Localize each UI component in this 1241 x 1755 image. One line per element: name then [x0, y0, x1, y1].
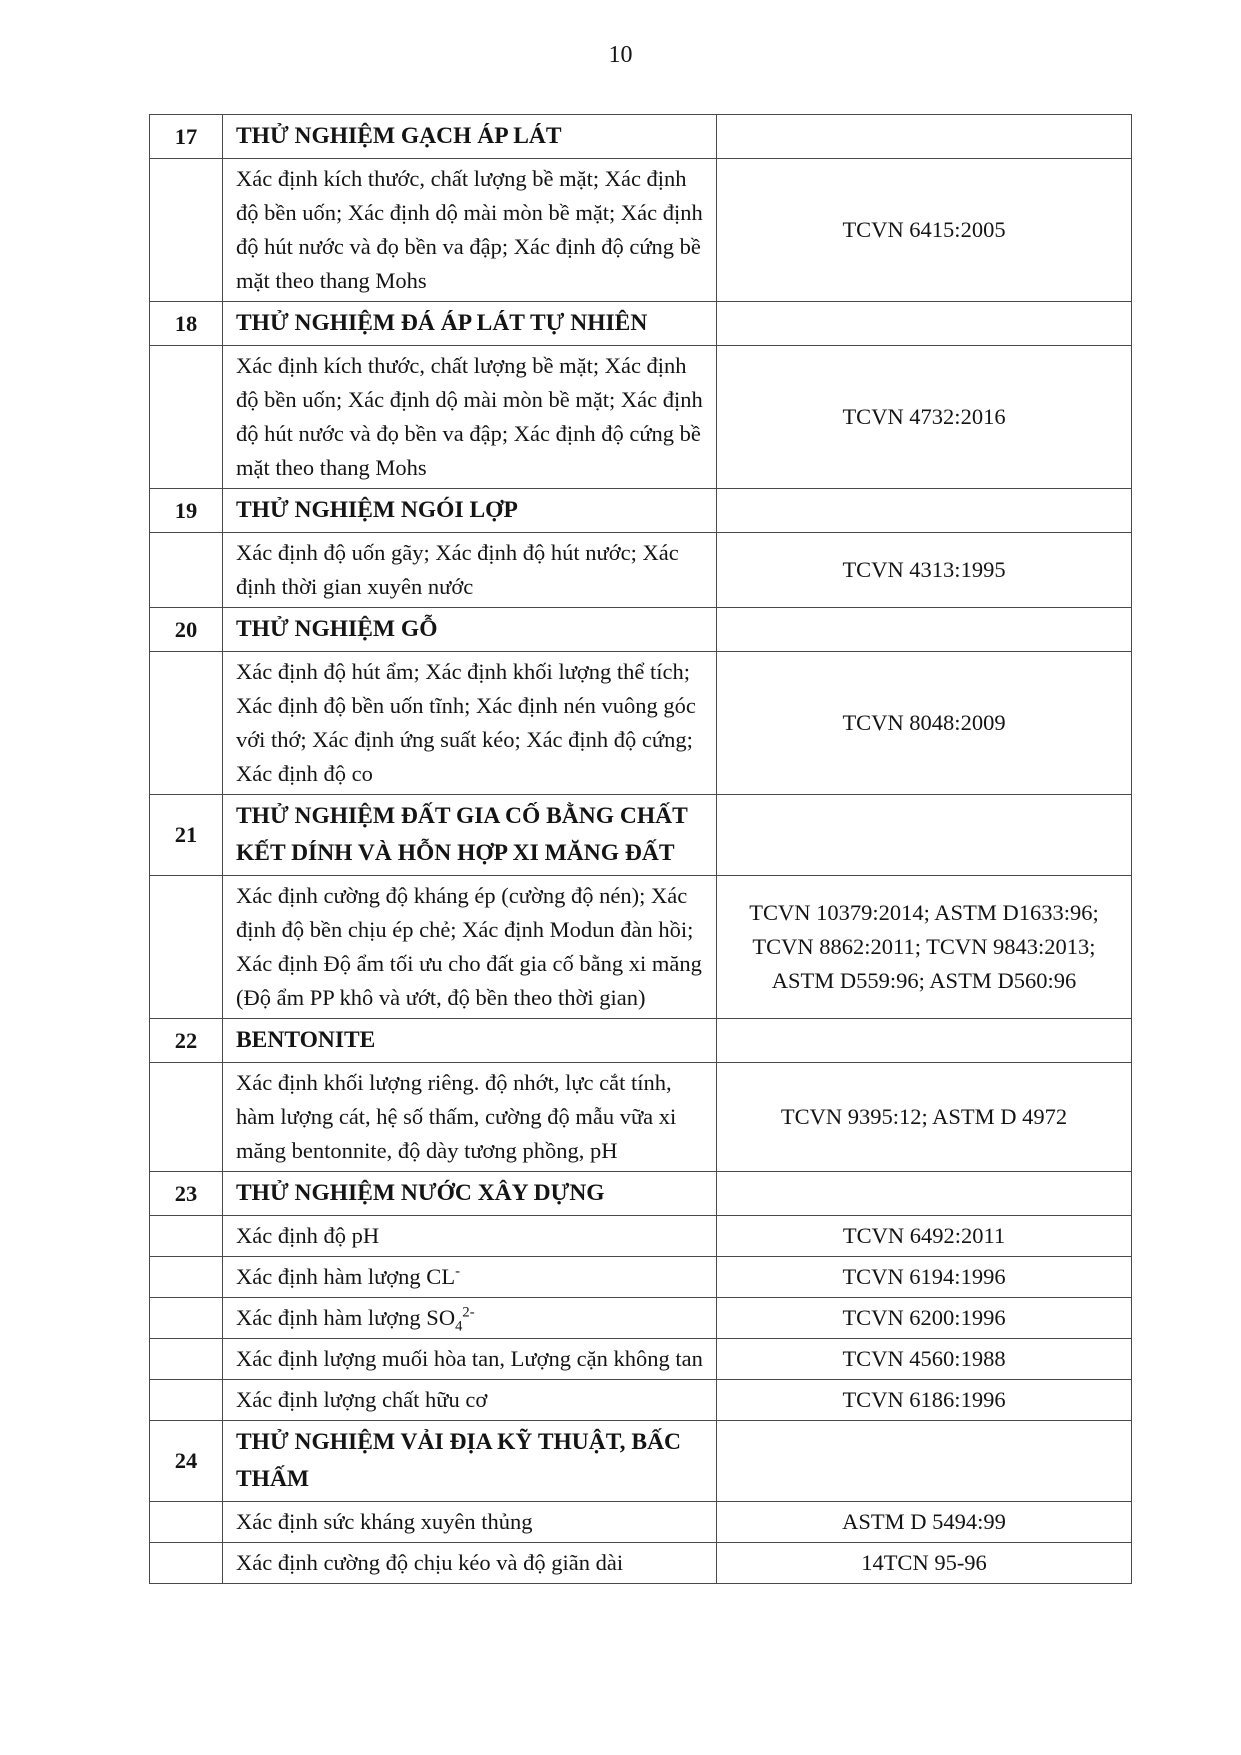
row-number-cell — [150, 608, 223, 652]
row-description-cell — [223, 115, 717, 159]
row-text: Xác định lượng chất hữu cơ — [236, 1387, 488, 1412]
row-standard-cell — [717, 533, 1132, 608]
row-number: 22 — [174, 1027, 198, 1053]
table-row — [150, 346, 1132, 489]
row-number-cell — [150, 159, 223, 302]
row-text: Xác định khối lượng riêng. độ nhớt, lực cắt tính, hàm lượng cát, hệ số thấm, cường độ mẫu vữa xi măng bentonnite, độ dày tương phồng, pH — [236, 1070, 677, 1163]
row-description-cell — [223, 1298, 717, 1339]
row-number-cell — [150, 795, 223, 876]
row-standard-cell — [717, 1063, 1132, 1172]
row-standard-cell — [717, 795, 1132, 876]
table-row — [150, 795, 1132, 876]
row-standard-cell — [717, 1502, 1132, 1543]
row-standard: TCVN 6186:1996 — [842, 1387, 1006, 1412]
row-text: THỬ NGHIỆM GỖ — [236, 616, 438, 642]
row-description-cell — [223, 1257, 717, 1298]
row-standard-cell — [717, 1339, 1132, 1380]
row-text-subscript: 4 — [455, 1318, 463, 1335]
row-standard: TCVN 6200:1996 — [842, 1305, 1006, 1330]
row-standard-cell — [717, 1019, 1132, 1063]
row-text: Xác định cường độ kháng ép (cường độ nén); Xác định độ bền chịu ép chẻ; Xác định Modun đàn hồi; Xác định Độ ẩm tối ưu cho đất gia cố bằng xi măng (Độ ẩm PP khô và ướt, độ bền theo thời gian) — [236, 883, 702, 1010]
page-number: 10 — [608, 42, 633, 68]
row-standard: TCVN 4313:1995 — [842, 557, 1006, 582]
row-standard: ASTM D 5494:99 — [842, 1509, 1006, 1534]
row-standard-cell — [717, 1543, 1132, 1584]
row-standard-cell — [717, 1257, 1132, 1298]
row-standard-cell — [717, 652, 1132, 795]
row-description-cell — [223, 1063, 717, 1172]
table-body — [150, 115, 1132, 1584]
table-row — [150, 1172, 1132, 1216]
row-number-cell — [150, 1019, 223, 1063]
row-text-superscript: 2- — [462, 1304, 475, 1321]
row-standard-cell — [717, 608, 1132, 652]
table-row — [150, 652, 1132, 795]
row-number: 17 — [174, 123, 198, 149]
row-text: Xác định hàm lượng CL — [236, 1264, 456, 1289]
row-standard-cell — [717, 302, 1132, 346]
row-description-cell — [223, 1019, 717, 1063]
row-text: THỬ NGHIỆM NGÓI LỢP — [236, 497, 518, 523]
row-description-cell — [223, 1339, 717, 1380]
row-number-cell — [150, 115, 223, 159]
row-number-cell — [150, 1216, 223, 1257]
table-row — [150, 1421, 1132, 1502]
row-standard-cell — [717, 1172, 1132, 1216]
row-text: THỬ NGHIỆM ĐÁ ÁP LÁT TỰ NHIÊN — [236, 310, 648, 336]
row-number-cell — [150, 1380, 223, 1421]
row-number-cell — [150, 1298, 223, 1339]
table-row — [150, 1502, 1132, 1543]
row-text: Xác định sức kháng xuyên thủng — [236, 1509, 533, 1534]
row-standard: TCVN 8048:2009 — [842, 710, 1006, 735]
row-standard: TCVN 4732:2016 — [842, 404, 1006, 429]
row-description-cell — [223, 1543, 717, 1584]
row-description-cell — [223, 876, 717, 1019]
row-text: Xác định cường độ chịu kéo và độ giãn dài — [236, 1550, 624, 1575]
row-standard-cell — [717, 159, 1132, 302]
row-description-cell — [223, 795, 717, 876]
table-row — [150, 1063, 1132, 1172]
row-text: Xác định lượng muối hòa tan, Lượng cặn không tan — [236, 1346, 703, 1371]
row-description-cell — [223, 1421, 717, 1502]
row-number: 18 — [174, 310, 198, 336]
table-row — [150, 533, 1132, 608]
row-number-cell — [150, 302, 223, 346]
row-number: 23 — [174, 1180, 198, 1206]
table-row — [150, 1543, 1132, 1584]
row-number-cell — [150, 1257, 223, 1298]
row-description-cell — [223, 1172, 717, 1216]
row-standard: TCVN 6415:2005 — [842, 217, 1006, 242]
row-number-cell — [150, 1063, 223, 1172]
row-standard: TCVN 10379:2014; ASTM D1633:96; TCVN 8862:2011; TCVN 9843:2013; ASTM D559:96; ASTM D560:96 — [749, 900, 1099, 993]
row-number-cell — [150, 1339, 223, 1380]
row-standard-cell — [717, 1298, 1132, 1339]
row-standard: TCVN 9395:12; ASTM D 4972 — [780, 1104, 1068, 1129]
table-row — [150, 1298, 1132, 1339]
row-number-cell — [150, 1502, 223, 1543]
row-standard-cell — [717, 876, 1132, 1019]
table-row — [150, 489, 1132, 533]
row-text: Xác định kích thước, chất lượng bề mặt; Xác định độ bền uốn; Xác định dộ mài mòn bề mặt; Xác định độ hút nước và đọ bền va đập; Xác định độ cứng bề mặt theo thang Mohs — [236, 353, 703, 480]
row-standard: 14TCN 95-96 — [861, 1550, 987, 1575]
row-text: Xác định độ uốn gãy; Xác định độ hút nước; Xác định thời gian xuyên nước — [236, 540, 679, 599]
row-text: Xác định kích thước, chất lượng bề mặt; Xác định độ bền uốn; Xác định dộ mài mòn bề mặt; Xác định độ hút nước và đọ bền va đập; Xác định độ cứng bề mặt theo thang Mohs — [236, 166, 703, 293]
row-text-superscript: - — [455, 1263, 460, 1280]
row-standard-cell — [717, 1216, 1132, 1257]
table-row — [150, 159, 1132, 302]
row-number-cell — [150, 876, 223, 1019]
row-text: Xác định độ pH — [236, 1223, 380, 1248]
row-number-cell — [150, 533, 223, 608]
row-standard-cell — [717, 346, 1132, 489]
row-description-cell — [223, 1502, 717, 1543]
row-number-cell — [150, 652, 223, 795]
row-number: 19 — [174, 497, 198, 523]
row-description-cell — [223, 533, 717, 608]
row-text: THỬ NGHIỆM VẢI ĐỊA KỸ THUẬT, BẤC THẤM — [236, 1429, 682, 1492]
row-standard-cell — [717, 115, 1132, 159]
row-description-cell — [223, 346, 717, 489]
row-standard-cell — [717, 1380, 1132, 1421]
row-description-cell — [223, 1216, 717, 1257]
row-text: THỬ NGHIỆM ĐẤT GIA CỐ BẰNG CHẤT KẾT DÍNH VÀ HỖN HỢP XI MĂNG ĐẤT — [236, 803, 688, 866]
row-number: 24 — [174, 1448, 198, 1473]
test-standards-table — [149, 114, 1132, 1584]
row-text: Xác định độ hút ẩm; Xác định khối lượng thể tích; Xác định độ bền uốn tĩnh; Xác định nén vuông góc với thớ; Xác định ứng suất kéo; Xác định độ cứng; Xác định độ co — [236, 659, 696, 786]
table-row — [150, 302, 1132, 346]
row-number-cell — [150, 489, 223, 533]
row-description-cell — [223, 489, 717, 533]
row-standard: TCVN 4560:1988 — [842, 1346, 1006, 1371]
row-number-cell — [150, 1172, 223, 1216]
row-text: THỬ NGHIỆM GẠCH ÁP LÁT — [236, 123, 562, 149]
row-number: 20 — [174, 616, 198, 642]
row-standard: TCVN 6492:2011 — [842, 1223, 1006, 1248]
row-text: BENTONITE — [236, 1027, 376, 1053]
row-text: THỬ NGHIỆM NƯỚC XÂY DỰNG — [236, 1180, 605, 1206]
row-text: Xác định hàm lượng SO — [236, 1305, 456, 1330]
table-row — [150, 1339, 1132, 1380]
table-row — [150, 1380, 1132, 1421]
table-row — [150, 876, 1132, 1019]
table-row — [150, 1257, 1132, 1298]
table-row — [150, 1216, 1132, 1257]
row-number-cell — [150, 346, 223, 489]
row-description-cell — [223, 159, 717, 302]
table-row — [150, 1019, 1132, 1063]
row-number-cell — [150, 1421, 223, 1502]
table-row — [150, 115, 1132, 159]
row-standard-cell — [717, 1421, 1132, 1502]
row-number-cell — [150, 1543, 223, 1584]
row-description-cell — [223, 608, 717, 652]
row-number: 21 — [174, 822, 198, 847]
row-description-cell — [223, 302, 717, 346]
row-description-cell — [223, 1380, 717, 1421]
row-standard: TCVN 6194:1996 — [842, 1264, 1006, 1289]
row-standard-cell — [717, 489, 1132, 533]
table-row — [150, 608, 1132, 652]
row-description-cell — [223, 652, 717, 795]
